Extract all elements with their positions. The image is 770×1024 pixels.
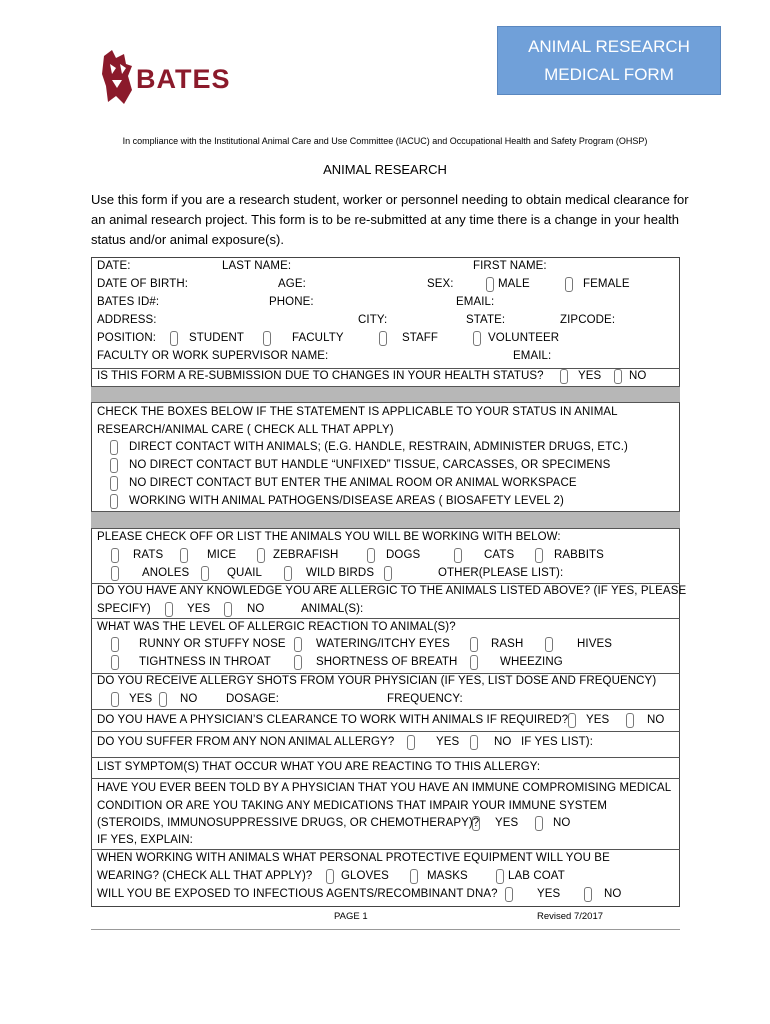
zebrafish-label: ZEBRAFISH: [273, 549, 339, 561]
immune-no-label: NO: [553, 817, 571, 829]
zebrafish-checkbox[interactable]: [257, 548, 265, 563]
shortness-breath-checkbox[interactable]: [294, 655, 302, 670]
status-checkbox-4[interactable]: [110, 494, 118, 509]
if-yes-list-label: IF YES LIST):: [521, 736, 594, 748]
allergy-question-line1: DO YOU HAVE ANY KNOWLEDGE YOU ARE ALLERGIC TO THE ANIMALS LISTED ABOVE? (IF YES, PLEASE: [97, 585, 687, 597]
allergy-yes-label: YES: [187, 603, 211, 615]
sex-label: SEX:: [427, 278, 454, 290]
revision-date: Revised 7/2017: [537, 911, 604, 922]
rabbits-label: RABBITS: [554, 549, 604, 561]
last-name-label: LAST NAME:: [222, 260, 292, 272]
clearance-question: DO YOU HAVE A PHYSICIAN’S CLEARANCE TO WORK WITH ANIMALS IF REQUIRED?: [97, 714, 569, 726]
rash-label: RASH: [491, 638, 524, 650]
immune-yes-label: YES: [495, 817, 519, 829]
allergy-shots-question: DO YOU RECEIVE ALLERGY SHOTS FROM YOUR PHYSICIAN (IF YES, LIST DOSE AND FREQUENCY): [97, 675, 657, 687]
gloves-label: GLOVES: [341, 870, 389, 882]
cats-label: CATS: [484, 549, 515, 561]
rabbits-checkbox[interactable]: [535, 548, 543, 563]
immune-question-line1: HAVE YOU EVER BEEN TOLD BY A PHYSICIAN THAT YOU HAVE AN IMMUNE COMPROMISING MEDICAL: [97, 782, 672, 794]
ppe-question-line1: WHEN WORKING WITH ANIMALS WHAT PERSONAL PROTECTIVE EQUIPMENT WILL YOU BE: [97, 852, 610, 864]
clearance-yes-checkbox[interactable]: [568, 713, 576, 728]
allergy-animals-label: ANIMAL(S):: [301, 603, 364, 615]
reaction-level-question: WHAT WAS THE LEVEL OF ALLERGIC REACTION TO ANIMAL(S)?: [97, 621, 456, 633]
immune-explain-label: IF YES, EXPLAIN:: [97, 834, 193, 846]
non-animal-no-label: NO: [494, 736, 512, 748]
non-animal-allergy-question: DO YOU SUFFER FROM ANY NON ANIMAL ALLERGY?: [97, 736, 395, 748]
other-checkbox[interactable]: [384, 566, 392, 581]
masks-checkbox[interactable]: [410, 869, 418, 884]
wheezing-checkbox[interactable]: [470, 655, 478, 670]
logo-text: BATES: [136, 64, 231, 94]
infectious-yes-label: YES: [537, 888, 561, 900]
volunteer-checkbox[interactable]: [473, 331, 481, 346]
date-label: DATE:: [97, 260, 131, 272]
separator-bar: [91, 511, 680, 528]
age-label: AGE:: [278, 278, 306, 290]
lab-coat-label: LAB COAT: [508, 870, 565, 882]
position-label: POSITION:: [97, 332, 157, 344]
resubmission-question: IS THIS FORM A RE-SUBMISSION DUE TO CHANGES IN YOUR HEALTH STATUS?: [97, 370, 544, 382]
watering-eyes-label: WATERING/ITCHY EYES: [316, 638, 450, 650]
status-heading-line1: CHECK THE BOXES BELOW IF THE STATEMENT IS APPLICABLE TO YOUR STATUS IN ANIMAL: [97, 406, 618, 418]
dogs-label: DOGS: [386, 549, 421, 561]
student-checkbox[interactable]: [170, 331, 178, 346]
status-heading-line2: RESEARCH/ANIMAL CARE ( CHECK ALL THAT APPLY): [97, 424, 394, 436]
mice-checkbox[interactable]: [180, 548, 188, 563]
allergy-question-line2: SPECIFY): [97, 603, 151, 615]
bates-id-label: BATES ID#:: [97, 296, 160, 308]
status-item-3: NO DIRECT CONTACT BUT ENTER THE ANIMAL ROOM OR ANIMAL WORKSPACE: [129, 477, 577, 489]
shots-no-checkbox[interactable]: [159, 692, 167, 707]
allergy-no-checkbox[interactable]: [224, 602, 232, 617]
throat-checkbox[interactable]: [111, 655, 119, 670]
resubmission-yes-checkbox[interactable]: [560, 369, 568, 384]
dosage-label: DOSAGE:: [226, 693, 280, 705]
female-checkbox[interactable]: [565, 277, 573, 292]
volunteer-label: VOLUNTEER: [488, 332, 560, 344]
shots-yes-checkbox[interactable]: [111, 692, 119, 707]
runny-nose-checkbox[interactable]: [111, 637, 119, 652]
wheezing-label: WHEEZING: [500, 656, 563, 668]
frequency-label: FREQUENCY:: [387, 693, 463, 705]
zipcode-label: ZIPCODE:: [560, 314, 616, 326]
dob-label: DATE OF BIRTH:: [97, 278, 189, 290]
mice-label: MICE: [207, 549, 237, 561]
hives-label: HIVES: [577, 638, 613, 650]
state-label: STATE:: [466, 314, 506, 326]
footer-divider: [91, 929, 680, 930]
status-checkbox-1[interactable]: [110, 440, 118, 455]
clearance-yes-label: YES: [586, 714, 610, 726]
form-title-line1: ANIMAL RESEARCH: [528, 37, 690, 56]
dogs-checkbox[interactable]: [367, 548, 375, 563]
anoles-checkbox[interactable]: [111, 566, 119, 581]
status-checkbox-2[interactable]: [110, 458, 118, 473]
intro-text: Use this form if you are a research student, worker or personnel needing to obtain medical clearance for an animal research project. This form is to be re-submitted at any time there is a change in your health status and/or animal exposure(s).: [91, 192, 689, 247]
status-item-4: WORKING WITH ANIMAL PATHOGENS/DISEASE AREAS ( BIOSAFETY LEVEL 2): [129, 495, 564, 507]
supervisor-email-label: EMAIL:: [513, 350, 552, 362]
immune-no-checkbox[interactable]: [535, 816, 543, 831]
page-number: PAGE 1: [334, 911, 368, 922]
wild-birds-label: WILD BIRDS: [306, 567, 375, 579]
rats-checkbox[interactable]: [111, 548, 119, 563]
immune-question-line3: (STEROIDS, IMMUNOSUPPRESSIVE DRUGS, OR CHEMOTHERAPY)?: [97, 817, 480, 829]
ppe-question-line2: WEARING? (CHECK ALL THAT APPLY)?: [97, 870, 313, 882]
male-checkbox[interactable]: [486, 277, 494, 292]
hives-checkbox[interactable]: [545, 637, 553, 652]
infectious-no-checkbox[interactable]: [584, 887, 592, 902]
shots-yes-label: YES: [129, 693, 153, 705]
staff-checkbox[interactable]: [379, 331, 387, 346]
resubmission-yes-label: YES: [578, 370, 602, 382]
runny-nose-label: RUNNY OR STUFFY NOSE: [139, 638, 286, 650]
supervisor-label: FACULTY OR WORK SUPERVISOR NAME:: [97, 350, 329, 362]
status-item-1: DIRECT CONTACT WITH ANIMALS; (E.G. HANDLE, RESTRAIN, ADMINISTER DRUGS, ETC.): [129, 441, 628, 453]
animals-heading: PLEASE CHECK OFF OR LIST THE ANIMALS YOU WILL BE WORKING WITH BELOW:: [97, 531, 561, 543]
city-label: CITY:: [358, 314, 388, 326]
staff-label: STAFF: [402, 332, 439, 344]
first-name-label: FIRST NAME:: [473, 260, 547, 272]
other-label: OTHER(PLEASE LIST):: [438, 567, 564, 579]
rash-checkbox[interactable]: [470, 637, 478, 652]
separator-bar: [91, 386, 680, 402]
resubmission-no-checkbox[interactable]: [614, 369, 622, 384]
anoles-label: ANOLES: [142, 567, 190, 579]
immune-question-line2: CONDITION OR ARE YOU TAKING ANY MEDICATIONS THAT IMPAIR YOUR IMMUNE SYSTEM: [97, 800, 608, 812]
shortness-breath-label: SHORTNESS OF BREATH: [316, 656, 458, 668]
masks-label: MASKS: [427, 870, 468, 882]
allergy-no-label: NO: [247, 603, 265, 615]
infectious-yes-checkbox[interactable]: [505, 887, 513, 902]
quail-label: QUAIL: [227, 567, 263, 579]
faculty-label: FACULTY: [292, 332, 344, 344]
phone-label: PHONE:: [269, 296, 314, 308]
clearance-no-label: NO: [647, 714, 665, 726]
throat-label: TIGHTNESS IN THROAT: [139, 656, 271, 668]
non-animal-no-checkbox[interactable]: [470, 735, 478, 750]
status-item-2: NO DIRECT CONTACT BUT HANDLE “UNFIXED” TISSUE, CARCASSES, OR SPECIMENS: [129, 459, 611, 471]
address-label: ADDRESS:: [97, 314, 157, 326]
female-label: FEMALE: [583, 278, 630, 290]
infectious-question: WILL YOU BE EXPOSED TO INFECTIOUS AGENTS/RECOMBINANT DNA?: [97, 888, 498, 900]
symptoms-prompt: LIST SYMPTOM(S) THAT OCCUR WHAT YOU ARE REACTING TO THIS ALLERGY:: [97, 761, 541, 773]
form-title-box: [497, 26, 721, 95]
section-title: ANIMAL RESEARCH: [323, 162, 447, 177]
non-animal-yes-checkbox[interactable]: [407, 735, 415, 750]
compliance-note: In compliance with the Institutional Animal Care and Use Committee (IACUC) and Occupational Health and Safety Program (OHSP): [122, 136, 648, 146]
lab-coat-checkbox[interactable]: [496, 869, 504, 884]
quail-checkbox[interactable]: [201, 566, 209, 581]
wild-birds-checkbox[interactable]: [284, 566, 292, 581]
bates-logo: [102, 50, 232, 106]
rats-label: RATS: [133, 549, 164, 561]
gloves-checkbox[interactable]: [326, 869, 334, 884]
male-label: MALE: [498, 278, 530, 290]
allergy-yes-checkbox[interactable]: [165, 602, 173, 617]
status-checkbox-3[interactable]: [110, 476, 118, 491]
shots-no-label: NO: [180, 693, 198, 705]
immune-yes-checkbox[interactable]: [472, 816, 480, 831]
email-label: EMAIL:: [456, 296, 495, 308]
resubmission-no-label: NO: [629, 370, 647, 382]
watering-eyes-checkbox[interactable]: [294, 637, 302, 652]
student-label: STUDENT: [189, 332, 245, 344]
non-animal-yes-label: YES: [436, 736, 460, 748]
cats-checkbox[interactable]: [454, 548, 462, 563]
clearance-no-checkbox[interactable]: [626, 713, 634, 728]
form-title-line2: MEDICAL FORM: [544, 65, 674, 84]
faculty-checkbox[interactable]: [263, 331, 271, 346]
infectious-no-label: NO: [604, 888, 622, 900]
